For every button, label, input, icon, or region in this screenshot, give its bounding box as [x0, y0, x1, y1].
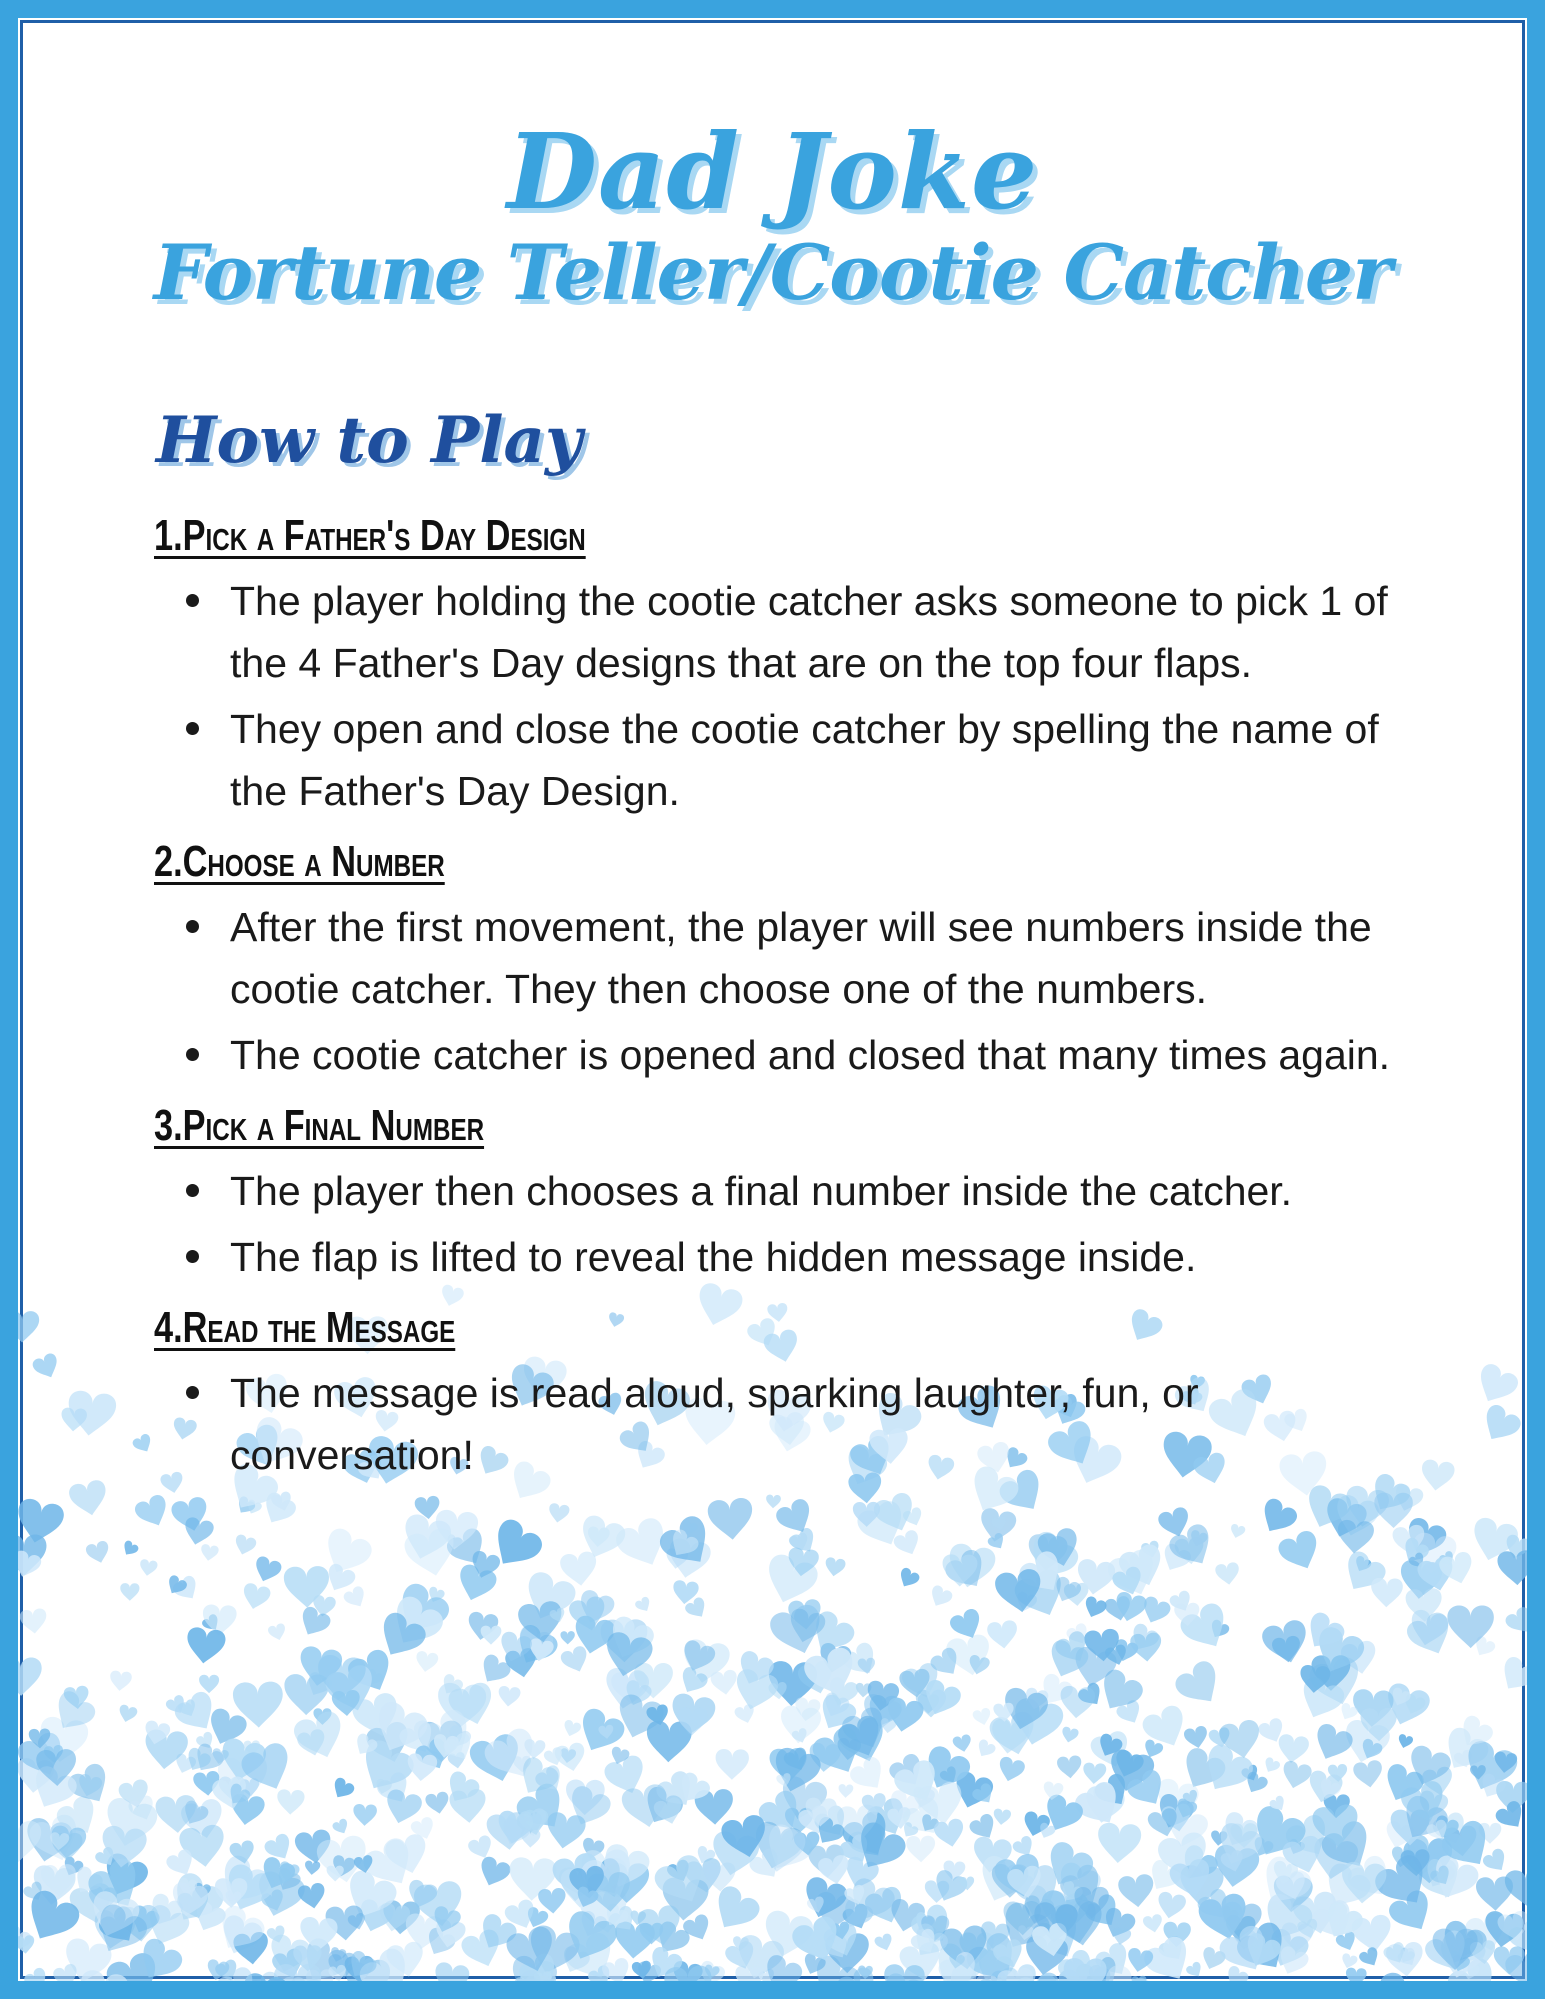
heart-icon: [1172, 1657, 1229, 1713]
heart-icon: [926, 1584, 954, 1611]
heart-icon: [1279, 1759, 1313, 1791]
step-4: [154, 1300, 1444, 1486]
list-item: [154, 1226, 1444, 1288]
heart-icon: [974, 1738, 997, 1761]
step-heading: 3.Pick a Final Number: [154, 1101, 485, 1150]
heart-icon: [1261, 1756, 1281, 1775]
heart-icon: [1476, 1876, 1514, 1911]
heart-icon: [1117, 1873, 1155, 1909]
heart-icon: [710, 1669, 739, 1696]
heart-icon: [475, 1855, 513, 1891]
bullet-text: The message is read aloud, sparking laughter, fun, or conversation!: [230, 1370, 1199, 1478]
how-to-play-heading: How to Play: [156, 403, 583, 478]
bullet-text: The player then chooses a final number inside the catcher.: [230, 1168, 1293, 1214]
heart-icon: [297, 1882, 328, 1911]
heart-icon: [414, 1650, 439, 1673]
heart-icon: [538, 1887, 567, 1914]
step-bullets: [154, 1362, 1444, 1486]
heart-icon: [1185, 1960, 1205, 1980]
heart-icon: [1060, 1726, 1079, 1744]
heart-icon: [120, 1539, 140, 1558]
heart-icon: [424, 1791, 451, 1816]
step-bullets: [154, 896, 1444, 1086]
heart-icon: [1358, 1946, 1383, 1970]
heart-icon: [109, 1670, 133, 1692]
heart-icon: [1276, 1528, 1326, 1576]
heart-icon: [85, 1540, 112, 1566]
heart-icon: [896, 1566, 922, 1591]
heart-icon: [706, 1882, 764, 1938]
bullet-dot-icon: [186, 1386, 199, 1399]
heart-icon: [18, 1821, 41, 1863]
heart-icon: [838, 1784, 853, 1798]
heart-icon: [267, 1623, 288, 1643]
heart-icon: [497, 1685, 521, 1707]
heart-icon: [329, 1776, 356, 1803]
heart-icon: [1481, 1847, 1511, 1877]
heart-icon: [1471, 1361, 1521, 1410]
heart-icon: [22, 1966, 52, 1981]
heart-icon: [1229, 1523, 1247, 1540]
heart-icon: [1447, 1605, 1494, 1648]
bullet-text: The cootie catcher is opened and closed that many times again.: [230, 1032, 1391, 1078]
step-3: [154, 1098, 1444, 1288]
heart-icon: [131, 1432, 155, 1455]
heart-icon: [847, 1754, 891, 1797]
step-heading: 1.Pick a Father's Day Design: [154, 511, 586, 560]
heart-icon: [883, 1964, 925, 1981]
heart-icon: [1131, 1975, 1147, 1981]
heart-icon: [1340, 1952, 1359, 1970]
title-line-1: Dad Joke: [506, 110, 1039, 233]
heart-icon: [986, 1620, 1019, 1650]
heart-icon: [1396, 1733, 1414, 1750]
heart-icon: [68, 1479, 111, 1519]
bullet-text: The flap is lifted to reveal the hidden message inside.: [230, 1234, 1197, 1280]
heart-icon: [133, 1493, 174, 1532]
heart-icon: [1370, 1578, 1403, 1608]
instructions: [154, 508, 1444, 1498]
heart-icon: [18, 1935, 35, 1955]
heart-icon: [824, 1557, 847, 1578]
heart-icon: [240, 1582, 272, 1612]
heart-icon: [251, 1555, 283, 1586]
heart-icon: [1081, 1595, 1108, 1621]
heart-icon: [232, 1533, 257, 1557]
step-heading: 2.Choose a Number: [154, 837, 445, 886]
bullet-dot-icon: [186, 594, 199, 607]
heart-icon: [1096, 1822, 1142, 1864]
title-line-2: Fortune Teller/Cootie Catcher: [153, 228, 1392, 317]
heart-icon: [199, 1543, 219, 1562]
heart-icon: [1255, 1496, 1300, 1540]
step-2: [154, 834, 1444, 1086]
heart-icon: [353, 1804, 377, 1826]
heart-icon: [544, 1811, 587, 1852]
bullet-dot-icon: [186, 1250, 199, 1263]
heart-icon: [342, 1585, 370, 1612]
heart-icon: [331, 1817, 351, 1836]
heart-icon: [138, 1559, 158, 1578]
bullet-text: After the first movement, the player will see numbers inside the cootie catcher. They then choose one of the numbers.: [230, 904, 1372, 1012]
bullet-text: They open and close the cootie catcher by spelling the name of the Father's Day Design.: [230, 706, 1379, 814]
list-item: [154, 698, 1444, 822]
bullet-text: The player holding the cootie catcher asks someone to pick 1 of the 4 Father's Day designs that are on the top four flaps.: [230, 578, 1388, 686]
list-item: [154, 1362, 1444, 1486]
bullet-dot-icon: [186, 722, 199, 735]
heart-icon: [304, 1860, 320, 1875]
step-bullets: [154, 1160, 1444, 1288]
heart-icon: [892, 1528, 924, 1559]
step-heading: 4.Read the Message: [154, 1303, 456, 1352]
bullet-dot-icon: [186, 1184, 199, 1197]
heart-icon: [547, 1502, 570, 1524]
heart-icon: [715, 1749, 749, 1780]
heart-icon: [1215, 1562, 1241, 1587]
heart-icon: [291, 1709, 350, 1765]
heart-icon: [1352, 1759, 1384, 1789]
heart-icon: [117, 1704, 139, 1725]
bullet-dot-icon: [186, 1048, 199, 1061]
heart-icon: [634, 1596, 654, 1615]
heart-icon: [1345, 1967, 1367, 1981]
heart-icon: [1057, 1755, 1083, 1779]
heart-icon: [1497, 1550, 1527, 1586]
heart-icon: [18, 1657, 42, 1696]
heart-icon: [199, 1675, 219, 1693]
heart-icon: [432, 1961, 471, 1981]
step-1: [154, 508, 1444, 822]
bullet-dot-icon: [186, 920, 199, 933]
heart-icon: [277, 1789, 305, 1815]
heart-icon: [31, 1352, 63, 1383]
heart-icon: [1503, 1605, 1527, 1639]
heart-icon: [1082, 1762, 1106, 1785]
heart-icon: [561, 1719, 582, 1739]
heart-icon: [1276, 1733, 1310, 1765]
heart-icon: [992, 1808, 1011, 1826]
heart-icon: [1494, 1654, 1527, 1698]
heart-icon: [19, 1608, 48, 1635]
heart-icon: [996, 1755, 1027, 1784]
heart-icon: [1476, 1402, 1524, 1449]
heart-icon: [873, 1932, 895, 1953]
heart-icon: [1059, 1685, 1096, 1719]
heart-icon: [120, 1583, 139, 1601]
heart-icon: [906, 1836, 935, 1863]
heart-icon: [972, 1707, 993, 1727]
heart-icon: [707, 1497, 755, 1542]
heart-icon: [560, 1631, 575, 1644]
heart-icon: [18, 1311, 39, 1342]
list-item: [154, 1160, 1444, 1222]
heart-icon: [1142, 1913, 1164, 1934]
list-item: [154, 1024, 1444, 1086]
step-bullets: [154, 570, 1444, 822]
list-item: [154, 896, 1444, 1020]
heart-icon: [65, 1389, 118, 1438]
heart-icon: [1183, 1725, 1210, 1750]
heart-icon: [184, 1626, 226, 1666]
heart-icon: [952, 1734, 973, 1754]
list-item: [154, 570, 1444, 694]
